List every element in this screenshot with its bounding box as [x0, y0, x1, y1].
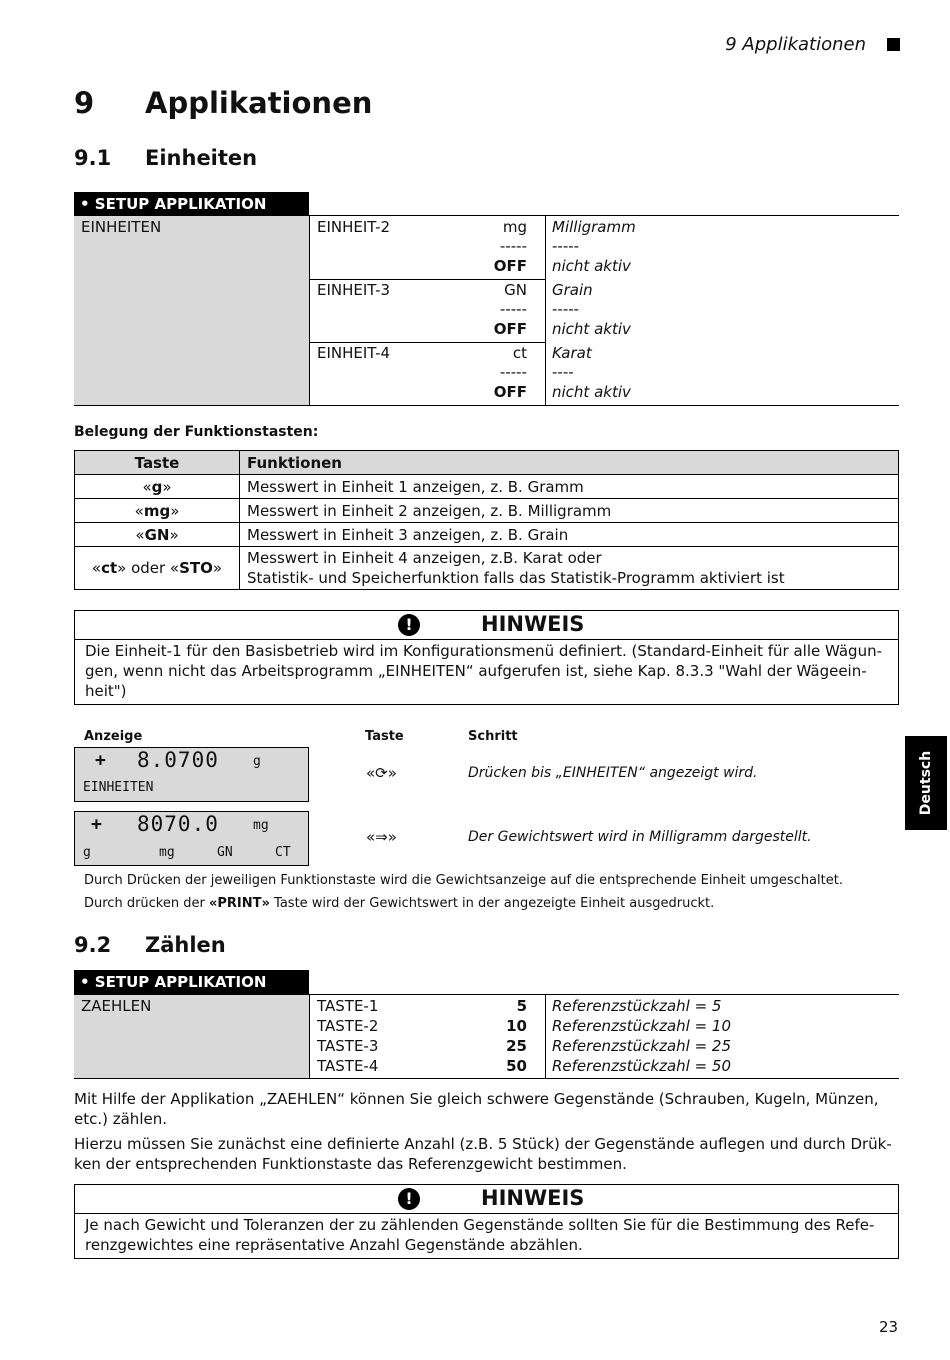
group-name: EINHEIT-4: [317, 344, 391, 362]
key-cell: «GN»: [75, 523, 240, 547]
key-desc: Referenzstückzahl = 50: [552, 1057, 732, 1075]
setup-header: • SETUP APPLIKATION: [74, 192, 309, 216]
einheiten-table: [74, 215, 899, 406]
table-row: [75, 547, 899, 590]
column-header-schritt: Schritt: [468, 729, 518, 744]
lcd-display: [74, 811, 309, 866]
hinweis-text: Die Einheit-1 für den Basisbetrieb wird im Konfigurationsmenü definiert. (Standard-Einheit für alle Wägun- gen, wenn nicht das Arbeitsprogramm „EINHEITEN“ aufgerufen ist, siehe Kap. 8.3.3 "Wahl der Wägeein- heit"): [85, 642, 882, 700]
paragraph: Hierzu müssen Sie zunächst eine definierte Anzahl (z.B. 5 Stück) der Gegenstände auflegen und durch Drük- ken der entsprechenden Funktionstaste das Referenzgewicht bestimmen.: [74, 1135, 892, 1173]
step-text: Drücken bis „EINHEITEN“ angezeigt wird.: [468, 765, 758, 781]
key-value: 25: [506, 1037, 527, 1055]
paragraph: Mit Hilfe der Applikation „ZAEHLEN“ können Sie gleich schwere Gegenstände (Schrauben, Kugeln, Münzen, etc.) zählen.: [74, 1090, 879, 1128]
function-cell: Messwert in Einheit 1 anzeigen, z. B. Gramm: [240, 475, 899, 499]
key-cell: «mg»: [75, 499, 240, 523]
column-divider: [545, 995, 546, 1078]
group-value: OFF: [493, 383, 527, 401]
hinweis-header: [75, 1185, 898, 1214]
group-value: OFF: [493, 257, 527, 275]
group-value: OFF: [493, 320, 527, 338]
key-name: mg: [143, 501, 171, 520]
note-text: Durch Drücken der jeweiligen Funktionstaste wird die Gewichtsanzeige auf die entsprechende Einheit umgeschaltet.: [84, 873, 843, 888]
lcd-unit: mg: [253, 818, 269, 833]
key-name: GN: [144, 525, 170, 544]
exclamation-icon: !: [398, 1188, 420, 1210]
hinweis-title: HINWEIS: [481, 1186, 585, 1210]
menu-label: EINHEITEN: [81, 218, 162, 236]
menu-cell: [74, 216, 310, 405]
column-header-funktionen: Funktionen: [240, 451, 899, 475]
note-text: Durch drücken der «PRINT» Taste wird der Gewichtswert in der angezeigte Einheit ausgedruckt.: [84, 896, 715, 911]
group-value: -----: [499, 300, 527, 318]
row-divider: [310, 279, 545, 280]
language-tab-label: Deutsch: [918, 750, 934, 816]
key-name: g: [151, 477, 163, 496]
group-desc: Karat: [552, 344, 592, 362]
group-name: EINHEIT-2: [317, 218, 391, 236]
key-cell: «g»: [75, 475, 240, 499]
lcd-key-label: CT: [275, 845, 291, 860]
group-value: ct: [512, 344, 527, 362]
table-header-row: [75, 451, 899, 475]
section-title: Zählen: [145, 933, 226, 957]
key-name: TASTE-2: [317, 1017, 379, 1035]
key-desc: Referenzstückzahl = 25: [552, 1037, 732, 1055]
column-header-anzeige: Anzeige: [84, 729, 143, 744]
enter-key-icon: «⇒»: [366, 828, 397, 846]
key-value: 50: [506, 1057, 527, 1075]
running-head-square-icon: [887, 38, 900, 51]
group-value: mg: [502, 218, 527, 236]
section-title: Einheiten: [145, 146, 258, 170]
chapter-number: 9: [74, 86, 95, 120]
table-row: [75, 499, 899, 523]
chapter-title: Applikationen: [145, 86, 373, 120]
hinweis-text: Je nach Gewicht und Toleranzen der zu zählenden Gegenstände sollten Sie für die Bestimmung des Refe- renzgewichtes eine repräsentative Anzahl Gegenstände abzählen.: [85, 1216, 875, 1254]
menu-label: ZAEHLEN: [81, 997, 152, 1015]
key-name: TASTE-1: [317, 997, 379, 1015]
lcd-sign: +: [91, 814, 102, 835]
key-value: 10: [506, 1017, 527, 1035]
lcd-display: [74, 747, 309, 802]
lcd-value: 8.0700: [137, 748, 219, 772]
group-value: -----: [499, 237, 527, 255]
lcd-key-label: GN: [217, 845, 233, 860]
column-header-taste: Taste: [75, 451, 240, 475]
exclamation-icon: !: [398, 614, 420, 636]
step-text: Der Gewichtswert wird in Milligramm dargestellt.: [468, 829, 812, 845]
group-desc: Milligramm: [552, 218, 636, 236]
lcd-key-label: mg: [159, 845, 175, 860]
group-desc: nicht aktiv: [552, 320, 631, 338]
setup-header: • SETUP APPLIKATION: [74, 970, 309, 994]
key-name: TASTE-4: [317, 1057, 379, 1075]
group-desc: -----: [552, 237, 580, 255]
section-number: 9.2: [74, 933, 112, 957]
page-number: 23: [879, 1318, 899, 1336]
section-number: 9.1: [74, 146, 112, 170]
group-desc: -----: [552, 300, 580, 318]
group-name: EINHEIT-3: [317, 281, 391, 299]
function-cell: Messwert in Einheit 3 anzeigen, z. B. Grain: [240, 523, 899, 547]
function-cell: Messwert in Einheit 4 anzeigen, z.B. Karat oder Statistik- und Speicherfunktion falls das Statistik-Programm aktiviert ist: [240, 547, 899, 590]
key-cell: «ct» oder «STO»: [75, 547, 240, 590]
language-tab: [905, 736, 947, 830]
group-desc: Grain: [552, 281, 593, 299]
menu-key-icon: «⟳»: [366, 764, 397, 782]
hinweis-box: [74, 1184, 899, 1259]
lcd-line: EINHEITEN: [83, 780, 154, 795]
column-header-taste: Taste: [365, 729, 404, 744]
hinweis-header: [75, 611, 898, 640]
group-desc: ----: [552, 363, 574, 381]
lcd-unit: g: [253, 754, 261, 769]
belegung-title: Belegung der Funktionstasten:: [74, 424, 319, 440]
group-value: GN: [504, 281, 527, 299]
group-value: -----: [499, 363, 527, 381]
zaehlen-table: [74, 994, 899, 1079]
table-row: [75, 475, 899, 499]
function-cell: Messwert in Einheit 2 anzeigen, z. B. Milligramm: [240, 499, 899, 523]
group-desc: nicht aktiv: [552, 257, 631, 275]
key-desc: Referenzstückzahl = 10: [552, 1017, 732, 1035]
key-desc: Referenzstückzahl = 5: [552, 997, 722, 1015]
running-head: 9 Applikationen: [725, 34, 866, 55]
function-keys-table: [74, 450, 899, 590]
key-name: TASTE-3: [317, 1037, 379, 1055]
lcd-sign: +: [95, 750, 106, 771]
hinweis-title: HINWEIS: [481, 612, 585, 636]
table-row: [75, 523, 899, 547]
lcd-key-label: g: [83, 845, 91, 860]
lcd-value: 8070.0: [137, 812, 219, 836]
row-divider: [310, 342, 545, 343]
column-divider: [545, 216, 546, 405]
hinweis-box: [74, 610, 899, 705]
key-value: 5: [516, 997, 527, 1015]
group-desc: nicht aktiv: [552, 383, 631, 401]
